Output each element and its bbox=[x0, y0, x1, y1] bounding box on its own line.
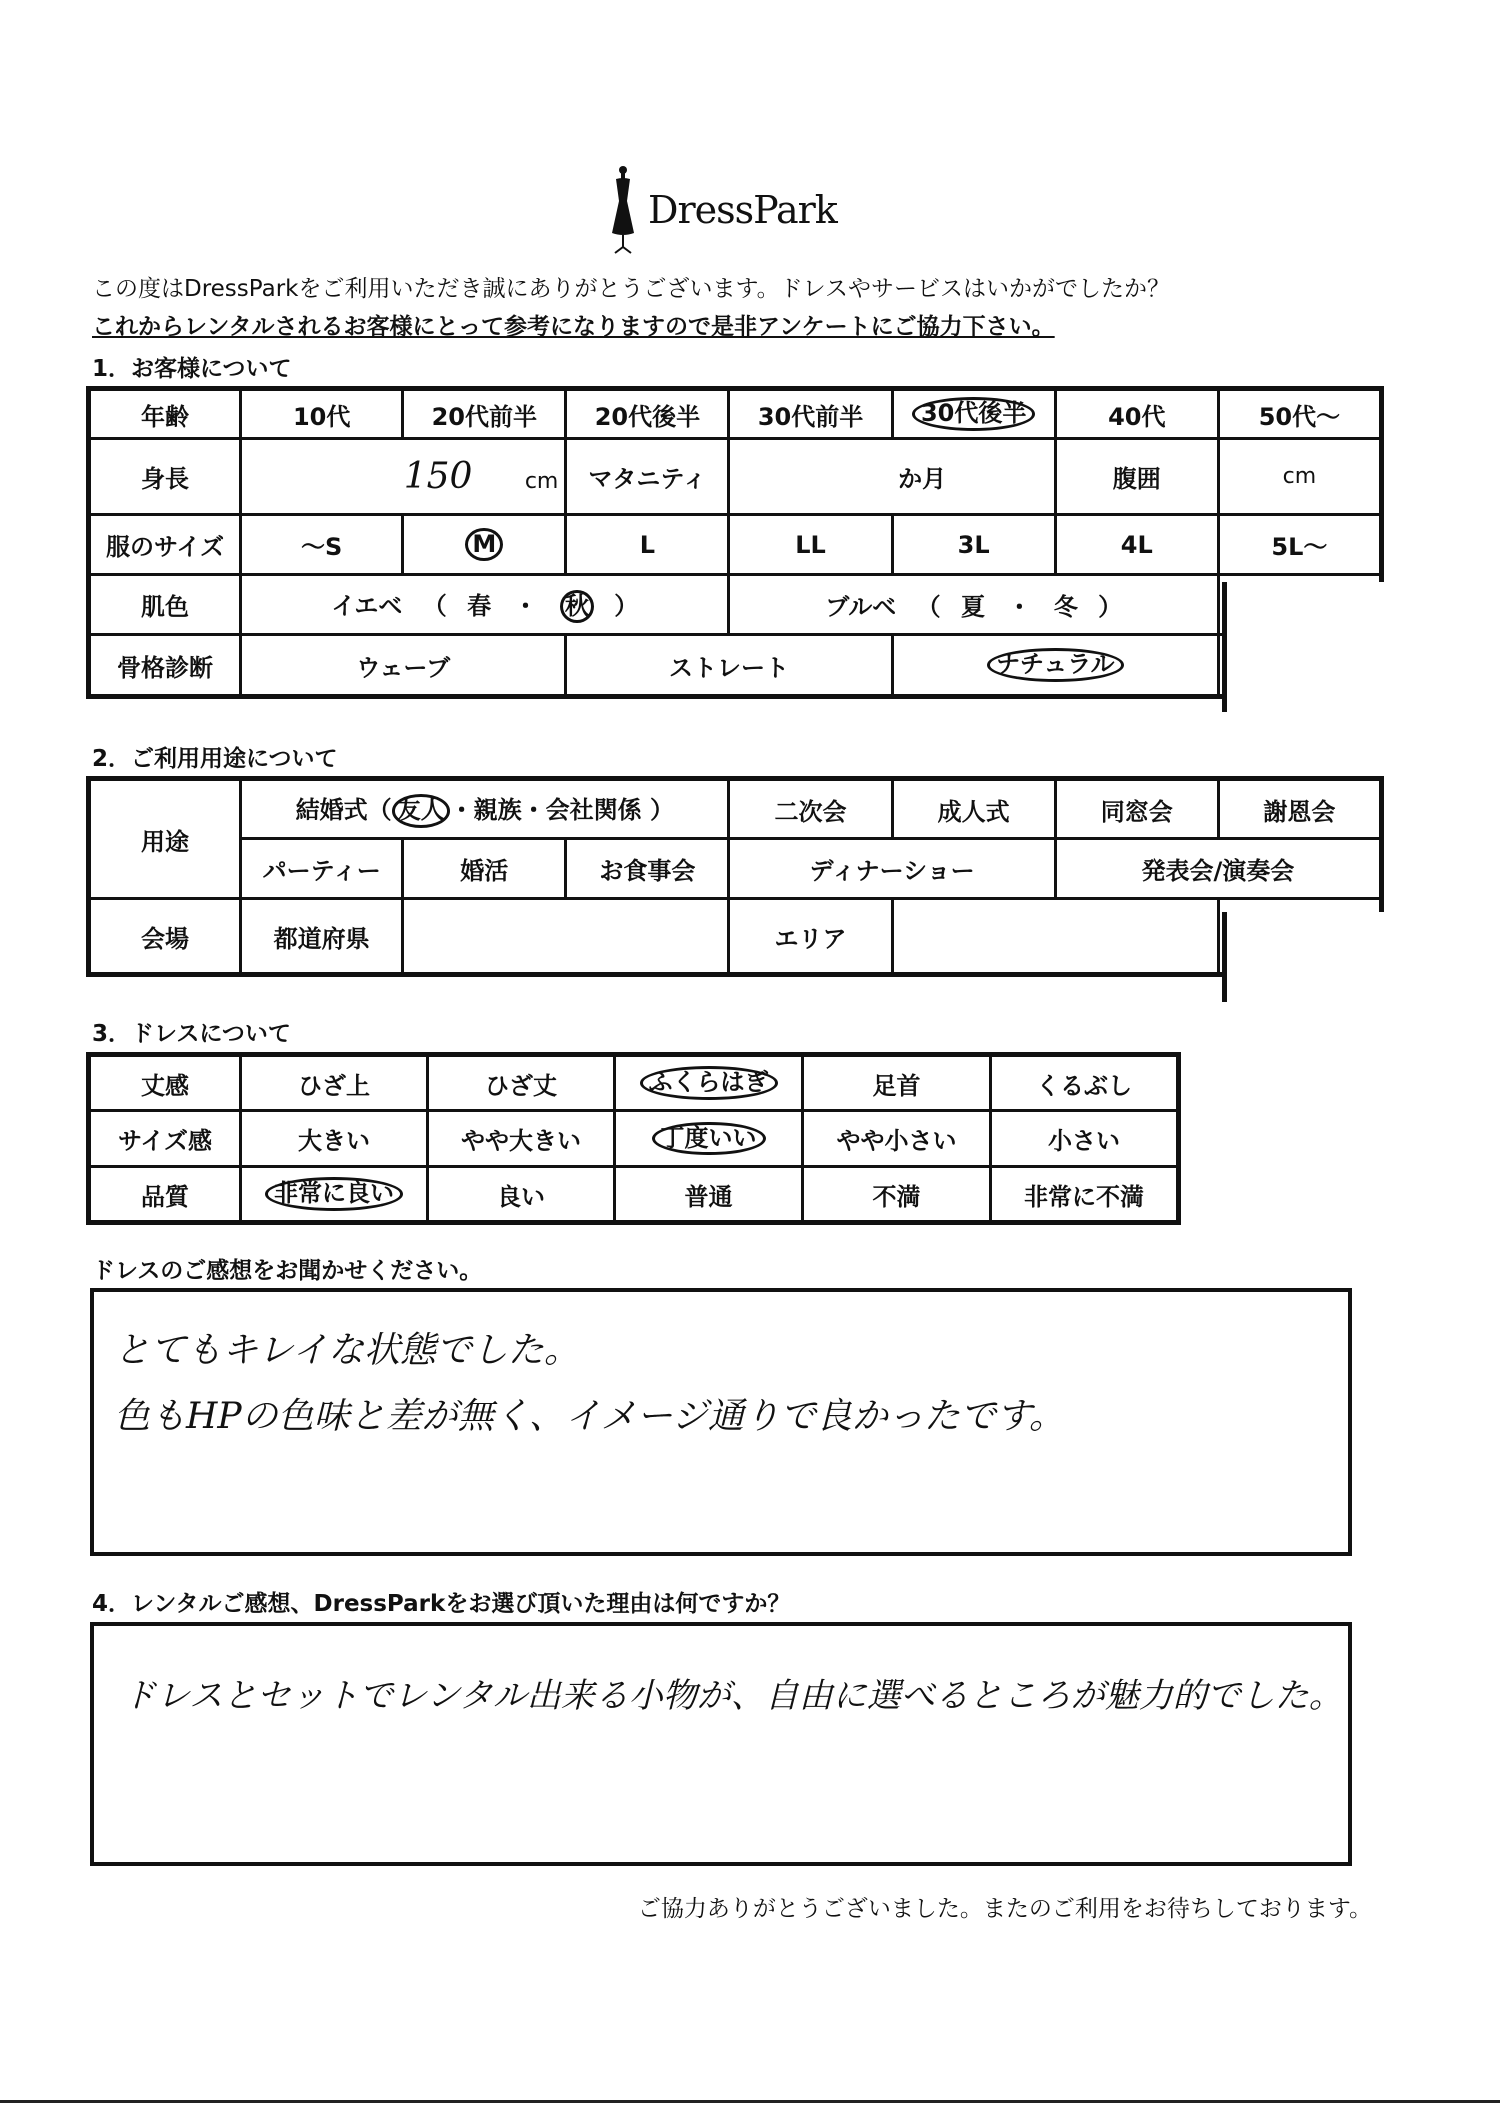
section1-title: 1．お客様について bbox=[92, 356, 292, 382]
wedding-prefix: 結婚式（ bbox=[295, 796, 392, 825]
quality-option[interactable]: 非常に不満 bbox=[991, 1167, 1179, 1223]
fit-option[interactable]: 大きい bbox=[241, 1111, 428, 1167]
quality-option-selected[interactable] bbox=[241, 1167, 428, 1223]
purpose-option[interactable]: 成人式 bbox=[892, 779, 1055, 839]
length-option[interactable]: くるぶし bbox=[991, 1055, 1179, 1111]
skeleton-option[interactable]: ストレート bbox=[566, 635, 892, 697]
purpose-option[interactable]: お食事会 bbox=[566, 839, 729, 899]
size-option[interactable]: LL bbox=[729, 515, 892, 575]
fit-label: サイズ感 bbox=[89, 1111, 241, 1167]
quality-option[interactable]: 普通 bbox=[615, 1167, 803, 1223]
table-edge bbox=[1222, 582, 1397, 712]
wedding-friend-selected[interactable]: 友人 bbox=[392, 794, 450, 828]
age-option[interactable]: 20代後半 bbox=[566, 389, 729, 439]
purpose-option[interactable]: 謝恩会 bbox=[1218, 779, 1381, 839]
height-unit: cm bbox=[524, 469, 559, 494]
dress-table bbox=[86, 1052, 1181, 1225]
size-label: 服のサイズ bbox=[89, 515, 241, 575]
skeleton-row bbox=[89, 635, 1382, 697]
logo bbox=[610, 165, 837, 255]
scan-edge-line bbox=[0, 2100, 1500, 2103]
fit-option[interactable]: やや小さい bbox=[803, 1111, 991, 1167]
quality-label: 品質 bbox=[89, 1167, 241, 1223]
length-option-selected[interactable] bbox=[615, 1055, 803, 1111]
height-label: 身長 bbox=[89, 439, 241, 515]
area-field[interactable] bbox=[892, 899, 1218, 975]
fit-option-selected[interactable] bbox=[615, 1111, 803, 1167]
size-option-selected[interactable] bbox=[403, 515, 566, 575]
size-option[interactable]: 4L bbox=[1055, 515, 1218, 575]
selection-circle: 非常に良い bbox=[265, 1177, 403, 1211]
skeleton-option[interactable]: ウェーブ bbox=[241, 635, 566, 697]
maternity-label: マタニティ bbox=[566, 439, 729, 515]
skeleton-option-selected[interactable] bbox=[892, 635, 1218, 697]
impressions-line-2: 色もHPの色味と差が無く、イメージ通りで良かったです。 bbox=[114, 1396, 1065, 1437]
intro-line-2: これからレンタルされるお客様にとって参考になりますので是非アンケートにご協力下さい。 bbox=[92, 314, 1055, 340]
area-label: エリア bbox=[729, 899, 892, 975]
age-option[interactable]: 50代～ bbox=[1218, 389, 1381, 439]
age-label: 年齢 bbox=[89, 389, 241, 439]
age-option[interactable]: 40代 bbox=[1055, 389, 1218, 439]
separator-dot: ・ bbox=[1007, 593, 1032, 621]
length-label: 丈感 bbox=[89, 1055, 241, 1111]
height-value: 150 bbox=[403, 456, 473, 497]
yellow-base-label: イエベ bbox=[331, 591, 403, 620]
height-field[interactable] bbox=[241, 439, 566, 515]
length-option[interactable]: 足首 bbox=[803, 1055, 991, 1111]
wedding-cell[interactable] bbox=[241, 779, 729, 839]
wedding-suffix: ・親族・会社関係 ） bbox=[449, 796, 674, 825]
intro-line-1: この度はDressParkをご利用いただき誠にありがとうございます。ドレスやサービスはいかがでしたか？ bbox=[92, 276, 1170, 302]
thanks-text: ご協力ありがとうございました。またのご利用をお待ちしております。 bbox=[637, 1896, 1372, 1922]
autumn-option-selected[interactable]: 秋 bbox=[560, 590, 594, 624]
length-option[interactable]: ひざ上 bbox=[241, 1055, 428, 1111]
spring-option[interactable]: 春 bbox=[467, 591, 492, 620]
purpose-option[interactable]: ディナーショー bbox=[729, 839, 1055, 899]
purpose-label: 用途 bbox=[89, 779, 241, 899]
selection-circle: M bbox=[465, 528, 503, 562]
age-option[interactable]: 20代前半 bbox=[403, 389, 566, 439]
waist-unit: cm bbox=[1282, 464, 1317, 489]
yellow-base-cell[interactable] bbox=[241, 575, 729, 635]
logo-text: DressPark bbox=[648, 188, 837, 232]
fit-option[interactable]: 小さい bbox=[991, 1111, 1179, 1167]
winter-option[interactable]: 冬 bbox=[1053, 593, 1078, 621]
prefecture-field[interactable] bbox=[403, 899, 729, 975]
size-option[interactable]: L bbox=[566, 515, 729, 575]
venue-label: 会場 bbox=[89, 899, 241, 975]
paren-close: ） bbox=[1098, 593, 1123, 621]
age-option[interactable]: 10代 bbox=[241, 389, 403, 439]
fit-option[interactable]: やや大きい bbox=[428, 1111, 615, 1167]
waist-field[interactable] bbox=[1218, 439, 1381, 515]
paren-open: （ bbox=[916, 593, 941, 621]
customer-table bbox=[86, 386, 1384, 699]
size-row bbox=[89, 515, 1382, 575]
purpose-option[interactable]: パーティー bbox=[241, 839, 403, 899]
selection-circle: ナチュラル bbox=[987, 648, 1124, 682]
skeleton-label: 骨格診断 bbox=[89, 635, 241, 697]
section4-title: 4．レンタルご感想、DressParkをお選び頂いた理由は何ですか？ bbox=[92, 1591, 791, 1617]
skin-row bbox=[89, 575, 1382, 635]
purpose-table bbox=[86, 776, 1384, 977]
purpose-option[interactable]: 婚活 bbox=[403, 839, 566, 899]
separator-dot: ・ bbox=[513, 591, 538, 620]
table-edge bbox=[1222, 912, 1397, 1002]
age-option[interactable]: 30代前半 bbox=[729, 389, 892, 439]
age-row bbox=[89, 389, 1382, 439]
impressions-line-1: とてもキレイな状態でした。 bbox=[114, 1330, 580, 1371]
prefecture-label: 都道府県 bbox=[241, 899, 403, 975]
skin-label: 肌色 bbox=[89, 575, 241, 635]
impressions-title: ドレスのご感想をお聞かせください。 bbox=[92, 1258, 483, 1284]
maternity-field[interactable] bbox=[729, 439, 1055, 515]
paren-open: （ bbox=[422, 591, 447, 620]
paren-close: ） bbox=[614, 591, 639, 620]
length-option[interactable]: ひざ丈 bbox=[428, 1055, 615, 1111]
blue-base-label: ブルベ bbox=[825, 593, 897, 621]
height-row bbox=[89, 439, 1382, 515]
size-option[interactable]: 3L bbox=[892, 515, 1055, 575]
size-option[interactable]: ～S bbox=[241, 515, 403, 575]
maternity-unit: か月 bbox=[898, 465, 947, 493]
impressions-box[interactable] bbox=[90, 1288, 1352, 1556]
quality-option[interactable]: 良い bbox=[428, 1167, 615, 1223]
size-option[interactable]: 5L～ bbox=[1218, 515, 1381, 575]
purpose-option[interactable]: 二次会 bbox=[729, 779, 892, 839]
purpose-option[interactable]: 発表会/演奏会 bbox=[1055, 839, 1381, 899]
selection-circle: 丁度いい bbox=[652, 1122, 766, 1156]
reason-answer: ドレスとセットでレンタル出来る小物が、自由に選べるところが魅力的でした。 bbox=[122, 1676, 1343, 1716]
waist-label: 腹囲 bbox=[1055, 439, 1218, 515]
reason-box[interactable] bbox=[90, 1622, 1352, 1866]
section3-title: 3．ドレスについて bbox=[92, 1021, 291, 1047]
dress-form-icon bbox=[610, 165, 636, 255]
quality-option[interactable]: 不満 bbox=[803, 1167, 991, 1223]
summer-option[interactable]: 夏 bbox=[961, 593, 986, 621]
section2-title: 2．ご利用用途について bbox=[92, 746, 338, 772]
age-option-selected[interactable] bbox=[892, 389, 1055, 439]
blue-base-cell[interactable] bbox=[729, 575, 1218, 635]
selection-circle: ふくらはぎ bbox=[640, 1066, 778, 1100]
selection-circle: 30代後半 bbox=[912, 397, 1035, 431]
purpose-option[interactable]: 同窓会 bbox=[1055, 779, 1218, 839]
